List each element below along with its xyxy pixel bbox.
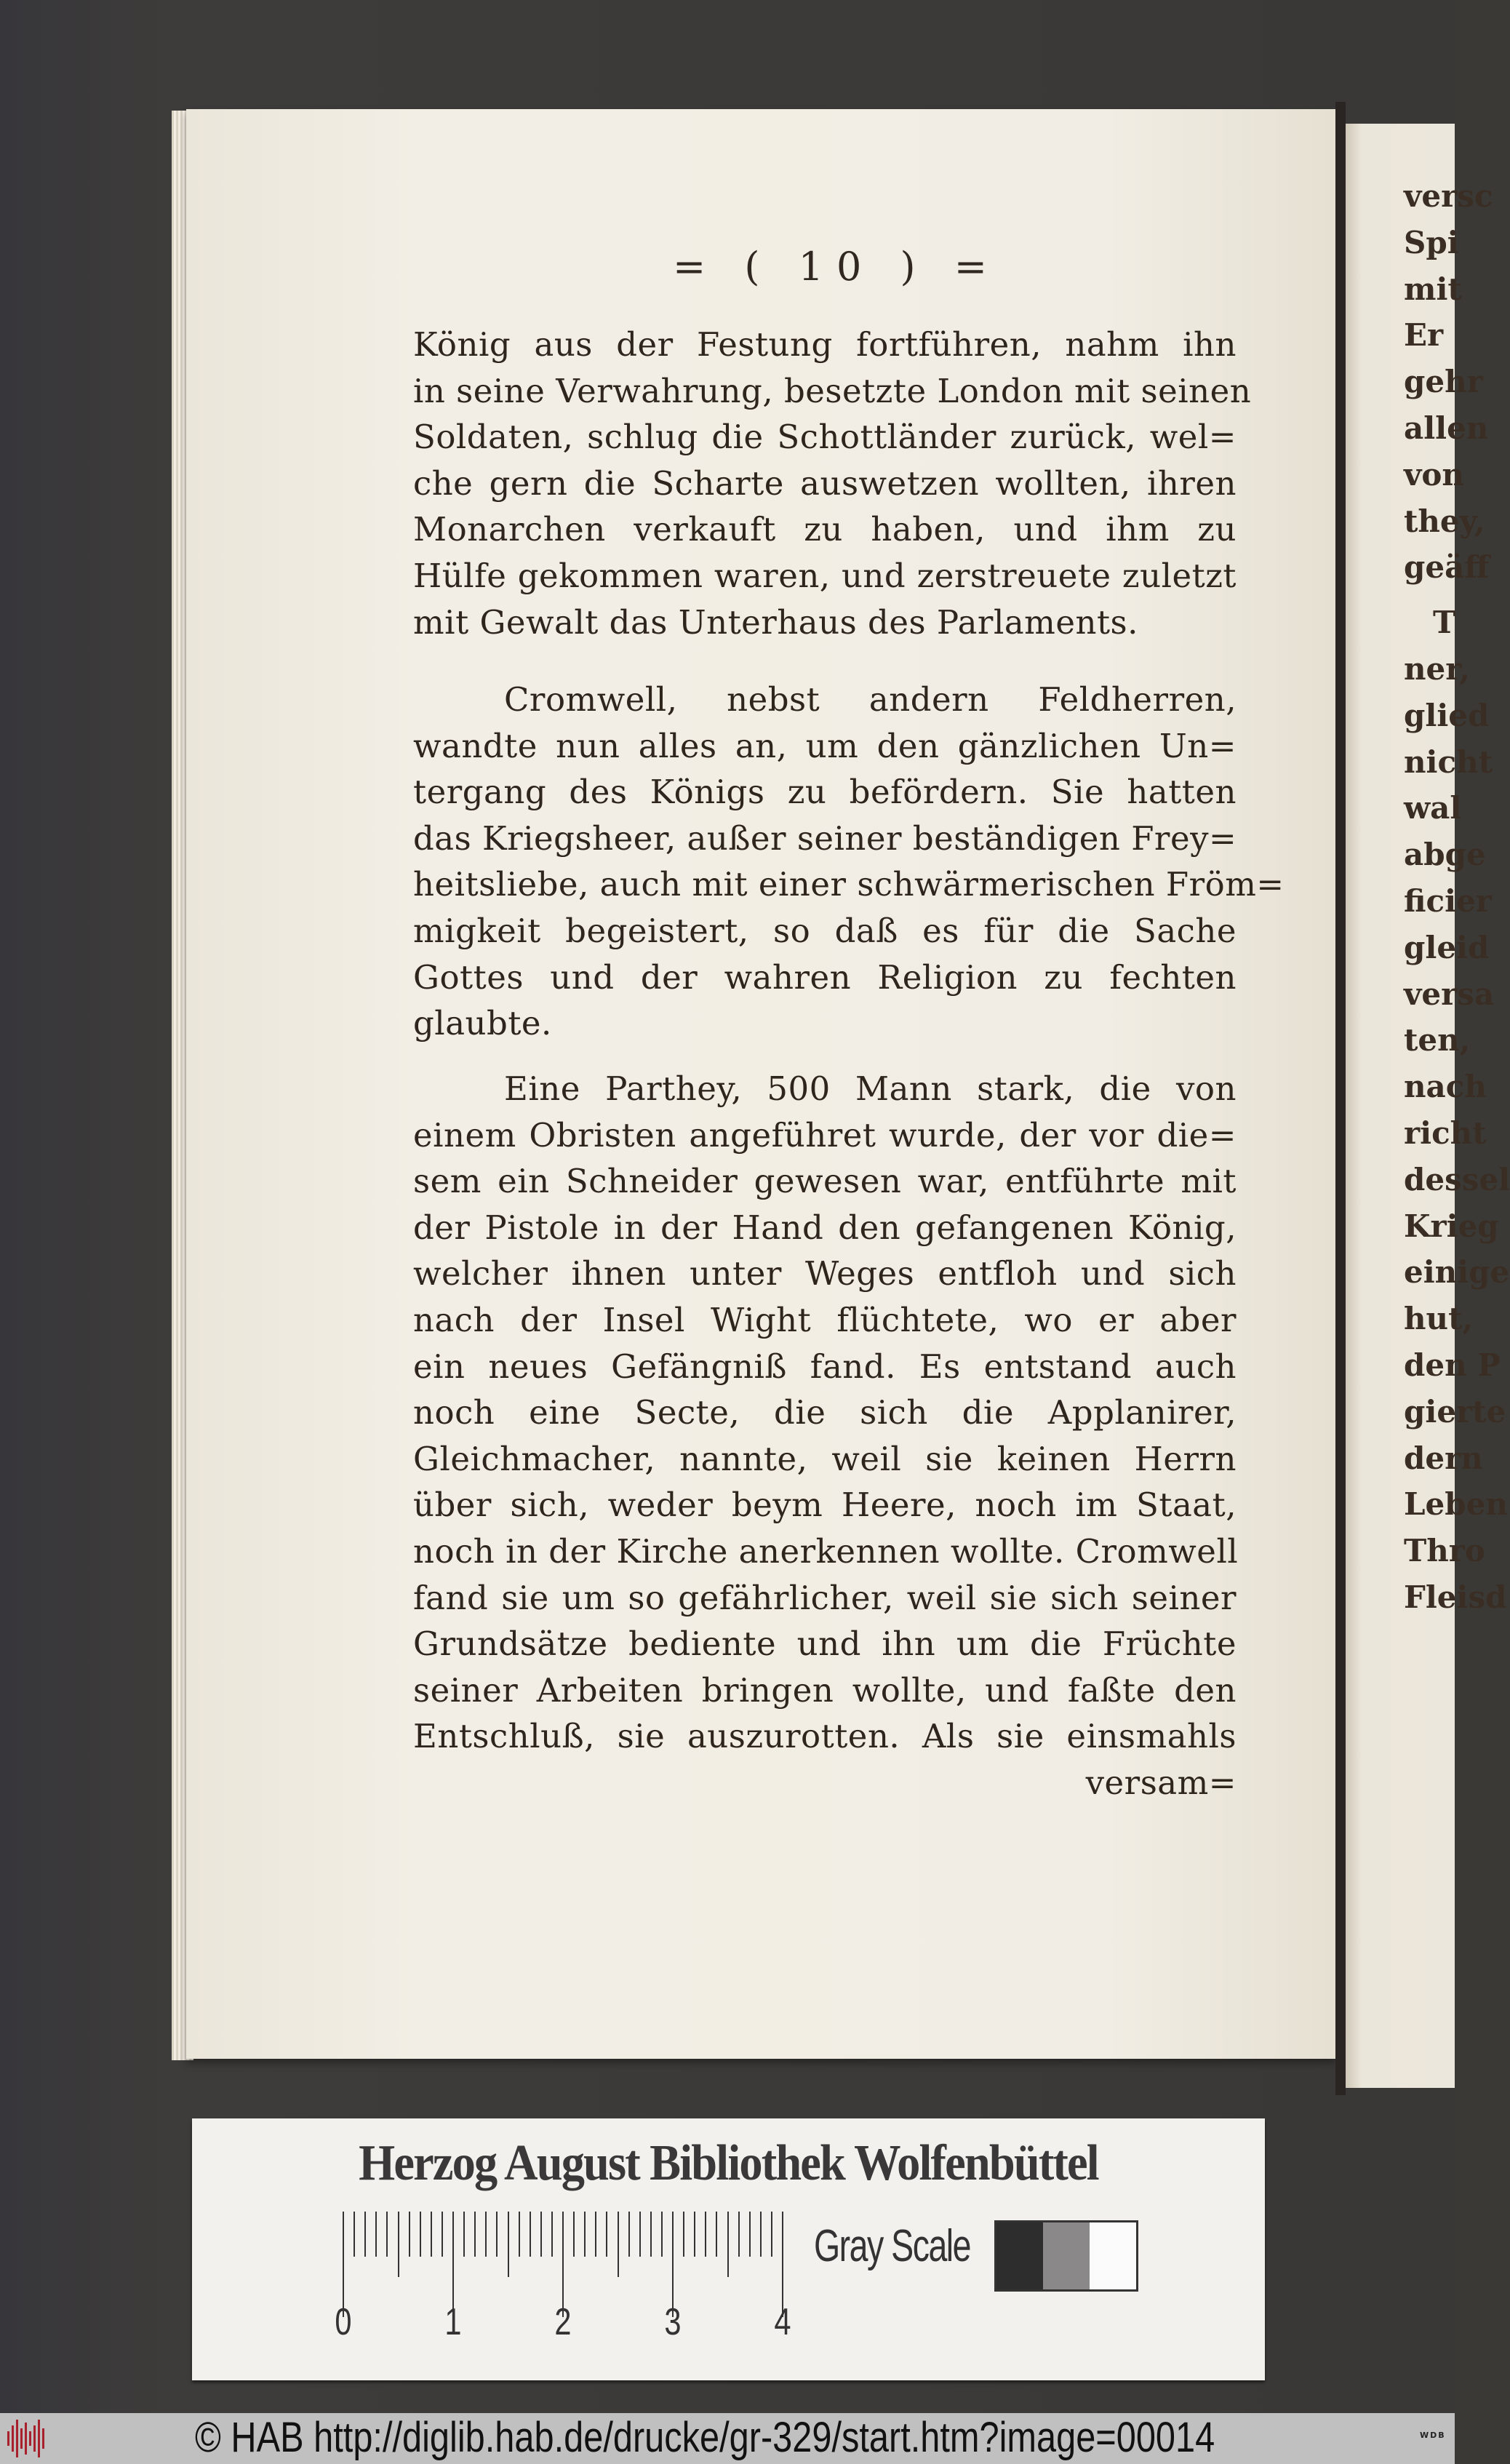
- ruler-tick: [760, 2212, 762, 2257]
- text-line: das Kriegsheer, außer seiner beständigen Frey=: [413, 818, 1237, 858]
- copyright-url[interactable]: © HAB http://diglib.hab.de/drucke/gr-329/start.htm?image=00014: [195, 2414, 1215, 2461]
- facing-page-line: Er: [1404, 317, 1444, 354]
- ruler-tick: [519, 2212, 520, 2257]
- ruler-tick: [398, 2212, 399, 2277]
- text-line: heitsliebe, auch mit einer schwärmerischen Fröm=: [413, 865, 1285, 904]
- ruler-tick: [749, 2212, 751, 2257]
- ruler-tick: [442, 2212, 443, 2257]
- facing-page-line: abge: [1404, 837, 1486, 873]
- ruler-tick: [431, 2212, 432, 2257]
- ruler-tick: [595, 2212, 596, 2257]
- facing-page-line: versc: [1404, 178, 1493, 214]
- ruler-tick: [705, 2212, 706, 2257]
- facing-page-line: T: [1433, 605, 1456, 641]
- text-line: der Pistole in der Hand den gefangenen König,: [413, 1208, 1237, 1247]
- ruler-tick: [551, 2212, 553, 2257]
- ruler-tick: [530, 2212, 531, 2257]
- ruler-tick: [364, 2212, 366, 2257]
- facing-page: [1346, 124, 1510, 2088]
- text-line: glaubte.: [413, 1004, 552, 1043]
- text-line: einem Obristen angeführet wurde, der vor die=: [413, 1115, 1237, 1155]
- ruler-tick: [694, 2212, 695, 2257]
- ruler-tick: [618, 2212, 619, 2277]
- ruler-tick: [716, 2212, 717, 2257]
- ruler-number: 4: [774, 2301, 791, 2343]
- gray-swatch: [996, 2222, 1043, 2289]
- paragraph-2: [413, 677, 1285, 1047]
- gray-scale-swatches: [994, 2220, 1138, 2292]
- facing-page-line: Thro: [1404, 1533, 1485, 1569]
- ruler-tick: [584, 2212, 586, 2257]
- ruler-tick: [409, 2212, 410, 2257]
- facing-page-line: gleid: [1404, 929, 1490, 965]
- text-line: che gern die Scharte auswetzen wollten, ihren: [413, 463, 1237, 503]
- facing-page-line: Krieg: [1404, 1208, 1499, 1244]
- corner-mark: WDB: [1420, 2431, 1446, 2440]
- paragraph-3: [413, 1066, 1237, 1806]
- text-line: über sich, weder beym Heere, noch im Staat,: [413, 1486, 1237, 1525]
- ruler-number: 1: [444, 2301, 462, 2343]
- text-line: fand sie um so gefährlicher, weil sie sich seiner: [413, 1578, 1237, 1617]
- facing-page-line: Leben: [1404, 1486, 1508, 1523]
- text-line: mit Gewalt das Unterhaus des Parlaments.: [413, 602, 1138, 642]
- ruler-tick: [474, 2212, 476, 2257]
- text-line: Gleichmacher, nannte, weil sie keinen Herrn: [413, 1439, 1237, 1478]
- text-line: Soldaten, schlug die Schottländer zurück, wel=: [413, 418, 1237, 457]
- ruler-tick: [508, 2212, 509, 2277]
- text-line: Cromwell, nebst andern Feldherren,: [504, 680, 1237, 719]
- facing-page-line: versa: [1404, 976, 1495, 1012]
- facing-page-line: von: [1404, 456, 1464, 493]
- facing-page-line: gehr: [1404, 364, 1483, 400]
- gray-scale-label: Gray Scale: [814, 2221, 971, 2271]
- text-line: Hülfe gekommen waren, und zerstreuete zuletzt: [413, 556, 1237, 595]
- ruler-number: 0: [335, 2301, 352, 2343]
- ruler-number: 2: [554, 2301, 572, 2343]
- ruler-tick: [573, 2212, 575, 2257]
- ruler-tick: [386, 2212, 388, 2257]
- facing-page-line: ner,: [1404, 651, 1470, 687]
- facing-page-line: geäff: [1404, 549, 1490, 586]
- text-line: Eine Parthey, 500 Mann stark, die von: [504, 1069, 1237, 1108]
- ruler-tick: [353, 2212, 355, 2257]
- text-line: noch in der Kirche anerkennen wollte. Cromwell: [413, 1531, 1239, 1571]
- text-line: nach der Insel Wight flüchtete, wo er aber: [413, 1300, 1237, 1339]
- facing-page-line: mit: [1404, 271, 1462, 307]
- facing-page-line: ficier: [1404, 883, 1492, 919]
- facing-page-line: nicht: [1404, 743, 1493, 780]
- book-gutter: [1335, 102, 1346, 2095]
- text-line: migkeit begeistert, so daß es für die Sache: [413, 911, 1237, 950]
- facing-page-line: einige: [1404, 1254, 1510, 1291]
- text-line: ein neues Gefängniß fand. Es entstand auch: [413, 1347, 1237, 1386]
- ruler-number: 3: [664, 2301, 682, 2343]
- facing-page-line: Fleisd: [1404, 1579, 1507, 1615]
- text-line: tergang des Königs zu befördern. Sie hatten: [413, 773, 1237, 812]
- text-line: welcher ihnen unter Weges entfloh und sich: [413, 1254, 1237, 1293]
- paragraph-1: [413, 322, 1252, 645]
- ruler-tick: [771, 2212, 772, 2257]
- gray-swatch: [1090, 2222, 1136, 2289]
- ruler-tick: [639, 2212, 641, 2257]
- text-line: seiner Arbeiten bringen wollte, und faßte den: [413, 1670, 1237, 1710]
- gray-swatch: [1043, 2222, 1090, 2289]
- text-line: König aus der Festung fortführen, nahm ihn: [413, 325, 1237, 364]
- library-name: Herzog August Bibliothek Wolfenbüttel: [359, 2135, 1098, 2191]
- ruler-tick: [628, 2212, 630, 2257]
- scale-card: [192, 2118, 1265, 2380]
- ruler-tick: [485, 2212, 487, 2257]
- ruler-tick: [650, 2212, 652, 2257]
- ruler-tick: [420, 2212, 421, 2257]
- facing-page-line: den P: [1404, 1347, 1501, 1383]
- text-line: Monarchen verkauft zu haben, und ihm zu: [413, 510, 1237, 549]
- ruler-tick: [683, 2212, 684, 2257]
- ruler-tick: [661, 2212, 663, 2257]
- ruler-tick: [540, 2212, 542, 2257]
- page-number: = ( 10 ) =: [673, 244, 1000, 290]
- facing-page-line: nach: [1404, 1069, 1487, 1105]
- facing-page-line: hut,: [1404, 1301, 1474, 1337]
- text-line: noch eine Secte, die sich die Applanirer,: [413, 1393, 1237, 1432]
- text-line: in seine Verwahrung, besetzte London mit seinen: [413, 371, 1252, 410]
- text-line: Entschluß, sie auszurotten. Als sie einsmahls: [413, 1717, 1237, 1756]
- text-line: sem ein Schneider gewesen war, entführte mit: [413, 1162, 1237, 1201]
- facing-page-line: dern: [1404, 1440, 1483, 1476]
- ruler-tick: [738, 2212, 740, 2257]
- text-line: wandte nun alles an, um den gänzlichen Un=: [413, 726, 1237, 765]
- ruler-tick: [375, 2212, 377, 2257]
- facing-page-line: allen: [1404, 410, 1489, 446]
- facing-page-line: Spi: [1404, 224, 1459, 260]
- facing-page-line: wal: [1404, 790, 1462, 826]
- footer-bar: [0, 2413, 1455, 2464]
- facing-page-line: gierte: [1404, 1393, 1506, 1430]
- text-line: Gottes und der wahren Religion zu fechten: [413, 957, 1237, 997]
- ruler-tick: [463, 2212, 465, 2257]
- ruler-tick: [606, 2212, 607, 2257]
- facing-page-line: glied: [1404, 697, 1490, 733]
- hab-logo-icon: [6, 2417, 47, 2460]
- ruler-tick: [727, 2212, 729, 2277]
- ruler: [343, 2212, 788, 2302]
- text-line: Grundsätze bediente und ihn um die Früchte: [413, 1624, 1237, 1664]
- facing-page-line: ten,: [1404, 1022, 1471, 1058]
- catchword: versam=: [1085, 1763, 1237, 1802]
- facing-page-line: dessel: [1404, 1161, 1510, 1197]
- ruler-tick: [496, 2212, 498, 2257]
- facing-page-line: richt: [1404, 1115, 1487, 1151]
- facing-page-line: they,: [1404, 503, 1485, 539]
